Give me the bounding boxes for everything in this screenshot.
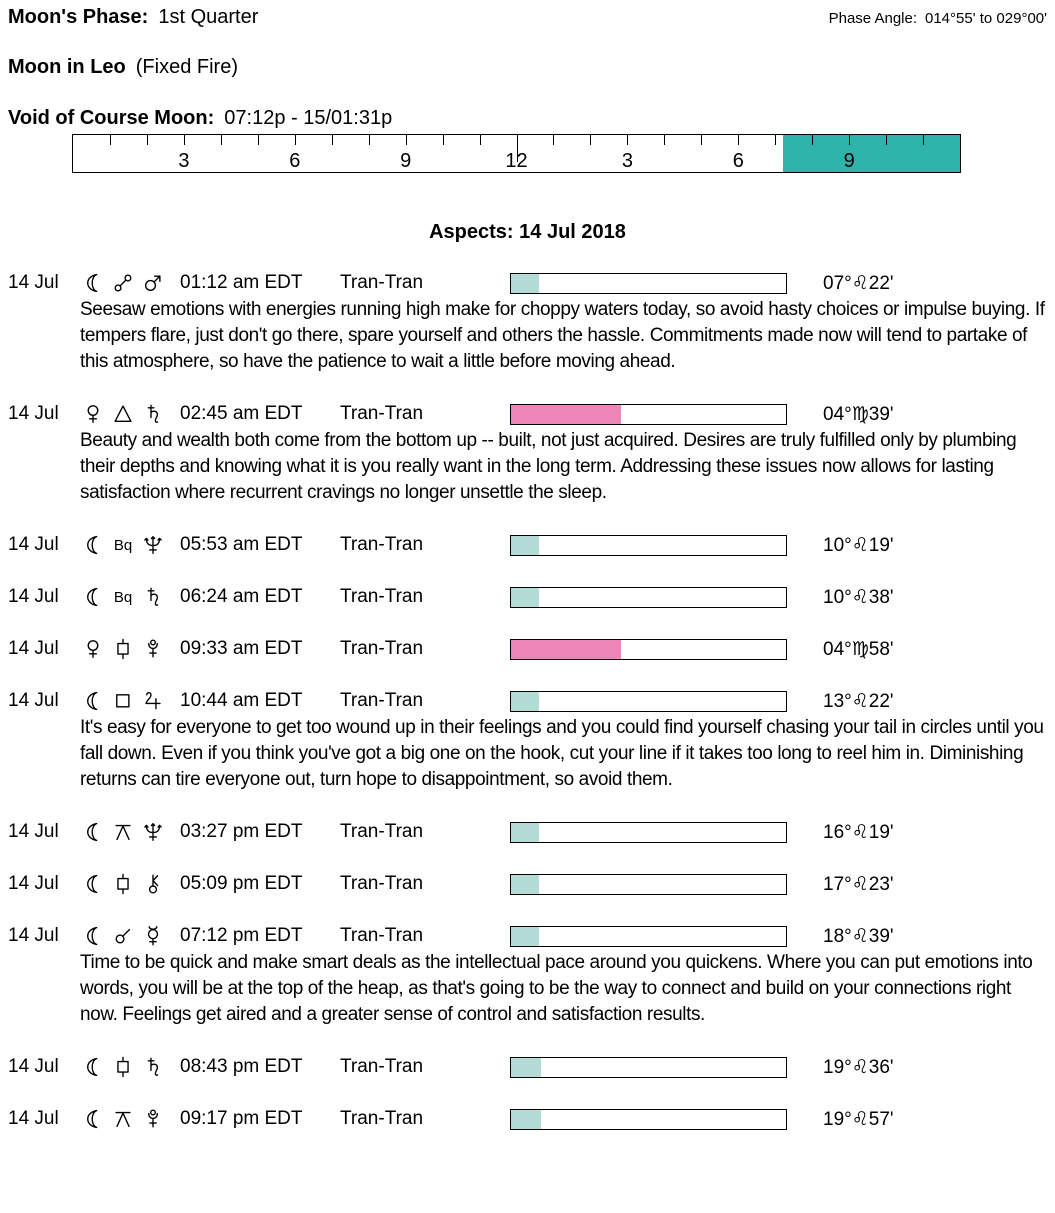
aspect-row xyxy=(8,871,1047,897)
conjunction-icon xyxy=(110,923,136,949)
orb-strength-bar xyxy=(510,273,787,294)
header-row-phase xyxy=(8,6,1047,29)
orb-strength-bar xyxy=(510,822,787,843)
aspect-time: 01:12 am EDT xyxy=(180,272,303,293)
aspect-symbols xyxy=(80,636,180,662)
aspect-time: 06:24 am EDT xyxy=(180,586,303,607)
orb-strength-bar xyxy=(510,1109,787,1130)
aspect-date: 14 Jul xyxy=(8,638,59,659)
aspect-type: Tran-Tran xyxy=(340,821,424,842)
jupiter-icon xyxy=(140,688,166,714)
sesquiquadrate-icon xyxy=(110,871,136,897)
ruler-tick xyxy=(886,135,887,145)
orb-strength-fill xyxy=(511,1110,541,1129)
aspect-type: Tran-Tran xyxy=(340,534,424,555)
biquintile-icon: Bq xyxy=(113,588,133,606)
ruler-hour-label: 6 xyxy=(289,150,301,172)
aspect-row xyxy=(8,401,1047,427)
aspect-degree: 16°♌19' xyxy=(823,821,894,843)
square-icon xyxy=(110,688,136,714)
aspect-type: Tran-Tran xyxy=(340,272,424,293)
quincunx-icon xyxy=(110,819,136,845)
venus-icon xyxy=(80,401,106,427)
aspect-row xyxy=(8,1106,1047,1132)
aspect-degree: 19°♌36' xyxy=(823,1056,894,1078)
orb-strength-bar xyxy=(510,587,787,608)
ruler-tick xyxy=(590,135,591,145)
aspect-date: 14 Jul xyxy=(8,1108,59,1129)
ruler-tick xyxy=(147,135,148,145)
aspect-date: 14 Jul xyxy=(8,873,59,894)
ruler-tick xyxy=(664,135,665,145)
orb-strength-fill xyxy=(511,692,539,711)
aspect-degree: 04°♍39' xyxy=(823,403,894,425)
aspect-symbols xyxy=(80,1054,180,1080)
sesquiquadrate-icon xyxy=(110,1054,136,1080)
aspect-group xyxy=(8,923,1047,1028)
aspect-row xyxy=(8,636,1047,662)
aspect-description: Seesaw emotions with energies running high make for choppy waters today, so avoid hasty choices or impulse buying. If tempers flare, just don't go there, spare yourself and others the hassle. Commitments made now will tend to partake of this atmosphere, so have the patience to wait a little before moving ahead. xyxy=(80,299,1045,372)
moon-icon xyxy=(80,584,106,610)
aspect-description: Beauty and wealth both come from the bottom up -- built, not just acquired. Desires are truly fulfilled only by plumbing their depths and knowing what it is you really want in the long term. Addressing these issues now allows for lasting satisfaction where recurrent cravings no longer unsettle the sleep. xyxy=(80,430,1017,503)
aspect-type: Tran-Tran xyxy=(340,925,424,946)
neptune-icon xyxy=(140,819,166,845)
chiron-icon xyxy=(140,871,166,897)
aspect-date: 14 Jul xyxy=(8,821,59,842)
orb-strength-fill xyxy=(511,875,539,894)
aspect-row xyxy=(8,923,1047,949)
phase-angle-label: Phase Angle: xyxy=(828,10,917,27)
aspect-row xyxy=(8,688,1047,714)
aspect-type: Tran-Tran xyxy=(340,690,424,711)
aspect-group xyxy=(8,270,1047,375)
aspect-symbols xyxy=(80,688,180,714)
ruler-hour-label: 9 xyxy=(843,150,855,172)
saturn-icon xyxy=(140,401,166,427)
aspect-symbols xyxy=(80,871,180,897)
moon-icon xyxy=(80,688,106,714)
mercury-icon xyxy=(140,923,166,949)
orb-strength-bar xyxy=(510,404,787,425)
voc-label: Void of Course Moon: xyxy=(8,107,215,129)
aspect-date: 14 Jul xyxy=(8,403,59,424)
aspect-symbols xyxy=(80,270,180,296)
aspect-row xyxy=(8,584,1047,610)
mars-icon xyxy=(140,270,166,296)
ruler-tick xyxy=(812,135,813,145)
phase-angle-value: 014°55' to 029°00' xyxy=(925,10,1047,27)
aspect-time: 09:33 am EDT xyxy=(180,638,303,659)
saturn-icon xyxy=(140,584,166,610)
sesquiquadrate-icon xyxy=(110,636,136,662)
aspect-degree: 10°♌19' xyxy=(823,534,894,556)
aspect-time: 08:43 pm EDT xyxy=(180,1056,303,1077)
aspect-date: 14 Jul xyxy=(8,586,59,607)
aspect-symbols xyxy=(80,532,180,558)
ruler-hour-label: 3 xyxy=(178,150,190,172)
orb-strength-fill xyxy=(511,588,539,607)
aspect-group xyxy=(8,1054,1047,1080)
orb-strength-fill xyxy=(511,536,539,555)
aspect-type: Tran-Tran xyxy=(340,873,424,894)
venus-icon xyxy=(80,636,106,662)
ruler-tick xyxy=(295,135,296,145)
pluto-icon xyxy=(140,1106,166,1132)
aspect-date: 14 Jul xyxy=(8,1056,59,1077)
phase-angle xyxy=(829,8,1047,27)
header-row-sign xyxy=(8,56,1047,79)
aspect-group xyxy=(8,584,1047,610)
orb-strength-fill xyxy=(511,823,539,842)
aspect-type: Tran-Tran xyxy=(340,1108,424,1129)
orb-strength-bar xyxy=(510,535,787,556)
aspect-group xyxy=(8,532,1047,558)
aspect-date: 14 Jul xyxy=(8,534,59,555)
pluto-icon xyxy=(140,636,166,662)
ruler-tick xyxy=(110,135,111,145)
orb-strength-bar xyxy=(510,639,787,660)
ruler-tick xyxy=(443,135,444,145)
aspect-row xyxy=(8,1054,1047,1080)
orb-strength-fill xyxy=(511,1058,541,1077)
ruler-tick xyxy=(406,135,407,145)
moon-icon xyxy=(80,1054,106,1080)
ruler-tick xyxy=(849,135,850,145)
voc-value: 07:12p - 15/01:31p xyxy=(224,107,393,129)
aspect-time: 09:17 pm EDT xyxy=(180,1108,303,1129)
aspect-group xyxy=(8,819,1047,845)
quincunx-icon xyxy=(110,1106,136,1132)
ruler-hour-label: 3 xyxy=(621,150,633,172)
aspects-title: Aspects: 14 Jul 2018 xyxy=(429,221,626,243)
ruler-hour-label: 6 xyxy=(732,150,744,172)
moon-icon xyxy=(80,1106,106,1132)
ruler-tick xyxy=(369,135,370,145)
orb-strength-fill xyxy=(511,405,621,424)
aspect-type: Tran-Tran xyxy=(340,1056,424,1077)
voc-highlight xyxy=(783,135,960,172)
orb-strength-fill xyxy=(511,927,539,946)
aspect-date: 14 Jul xyxy=(8,690,59,711)
aspect-time: 03:27 pm EDT xyxy=(180,821,303,842)
moons-phase-value: 1st Quarter xyxy=(158,6,259,28)
ruler-tick xyxy=(221,135,222,145)
aspect-type: Tran-Tran xyxy=(340,403,424,424)
aspect-degree: 07°♌22' xyxy=(823,272,894,294)
orb-strength-bar xyxy=(510,874,787,895)
moon-icon xyxy=(80,270,106,296)
aspect-degree: 19°♌57' xyxy=(823,1108,894,1130)
moon-sign-note: (Fixed Fire) xyxy=(135,56,238,78)
aspect-date: 14 Jul xyxy=(8,272,59,293)
aspect-time: 05:53 am EDT xyxy=(180,534,303,555)
moon-sign-label: Moon in Leo xyxy=(8,56,126,78)
ruler-tick xyxy=(332,135,333,145)
trine-icon xyxy=(110,401,136,427)
aspect-list xyxy=(8,270,1047,1132)
aspect-degree: 17°♌23' xyxy=(823,873,894,895)
neptune-icon xyxy=(140,532,166,558)
ruler-tick xyxy=(258,135,259,145)
aspect-symbols xyxy=(80,1106,180,1132)
orb-strength-bar xyxy=(510,926,787,947)
aspect-row xyxy=(8,819,1047,845)
ruler-tick xyxy=(184,135,185,145)
orb-strength-bar xyxy=(510,1057,787,1078)
aspect-type: Tran-Tran xyxy=(340,638,424,659)
aspect-degree: 18°♌39' xyxy=(823,925,894,947)
ruler-tick xyxy=(738,135,739,145)
orb-strength-fill xyxy=(511,640,621,659)
moon-icon xyxy=(80,532,106,558)
aspect-date: 14 Jul xyxy=(8,925,59,946)
aspect-degree: 04°♍58' xyxy=(823,638,894,660)
aspect-group xyxy=(8,688,1047,793)
aspect-time: 10:44 am EDT xyxy=(180,690,303,711)
moon-icon xyxy=(80,871,106,897)
aspect-time: 05:09 pm EDT xyxy=(180,873,303,894)
aspect-group xyxy=(8,1106,1047,1132)
ruler-tick xyxy=(553,135,554,145)
aspect-group xyxy=(8,871,1047,897)
aspect-symbols xyxy=(80,819,180,845)
ruler-tick xyxy=(480,135,481,145)
voc-24h-ruler xyxy=(72,134,961,173)
moon-icon xyxy=(80,819,106,845)
aspect-row xyxy=(8,532,1047,558)
opposition-icon xyxy=(110,270,136,296)
ruler-hour-label: 9 xyxy=(400,150,412,172)
ruler-tick xyxy=(923,135,924,145)
moons-phase-label: Moon's Phase: xyxy=(8,6,149,28)
ruler-hour-label: 12 xyxy=(505,150,528,172)
aspect-time: 07:12 pm EDT xyxy=(180,925,303,946)
aspect-symbols xyxy=(80,923,180,949)
ruler-tick xyxy=(775,135,776,145)
aspect-group xyxy=(8,636,1047,662)
moon-icon xyxy=(80,923,106,949)
aspect-time: 02:45 am EDT xyxy=(180,403,303,424)
orb-strength-bar xyxy=(510,691,787,712)
aspect-description: Time to be quick and make smart deals as the intellectual pace around you quickens. Where you can put emotions into words, you will be at the top of the heap, as that's going to be the way to connect and build on your connections right now. Feelings get aired and a greater sense of control and satisfaction results. xyxy=(80,952,1033,1025)
orb-strength-fill xyxy=(511,274,539,293)
aspect-description: It's easy for everyone to get too wound up in their feelings and you could find yourself chasing your tail in circles until you fall down. Even if you think you've got a big one on the hook, cut your line if it takes too long to reel him in. Diminishing returns can tire everyone out, turn hope to disappointment, so avoid them. xyxy=(80,717,1044,790)
ruler-tick xyxy=(701,135,702,145)
aspect-degree: 13°♌22' xyxy=(823,690,894,712)
ruler-tick xyxy=(627,135,628,145)
header-row-voc xyxy=(8,107,1047,130)
aspect-symbols xyxy=(80,584,180,610)
biquintile-icon: Bq xyxy=(113,536,133,554)
aspect-symbols xyxy=(80,401,180,427)
saturn-icon xyxy=(140,1054,166,1080)
aspect-row xyxy=(8,270,1047,296)
aspect-type: Tran-Tran xyxy=(340,586,424,607)
aspect-degree: 10°♌38' xyxy=(823,586,894,608)
aspect-group xyxy=(8,401,1047,506)
